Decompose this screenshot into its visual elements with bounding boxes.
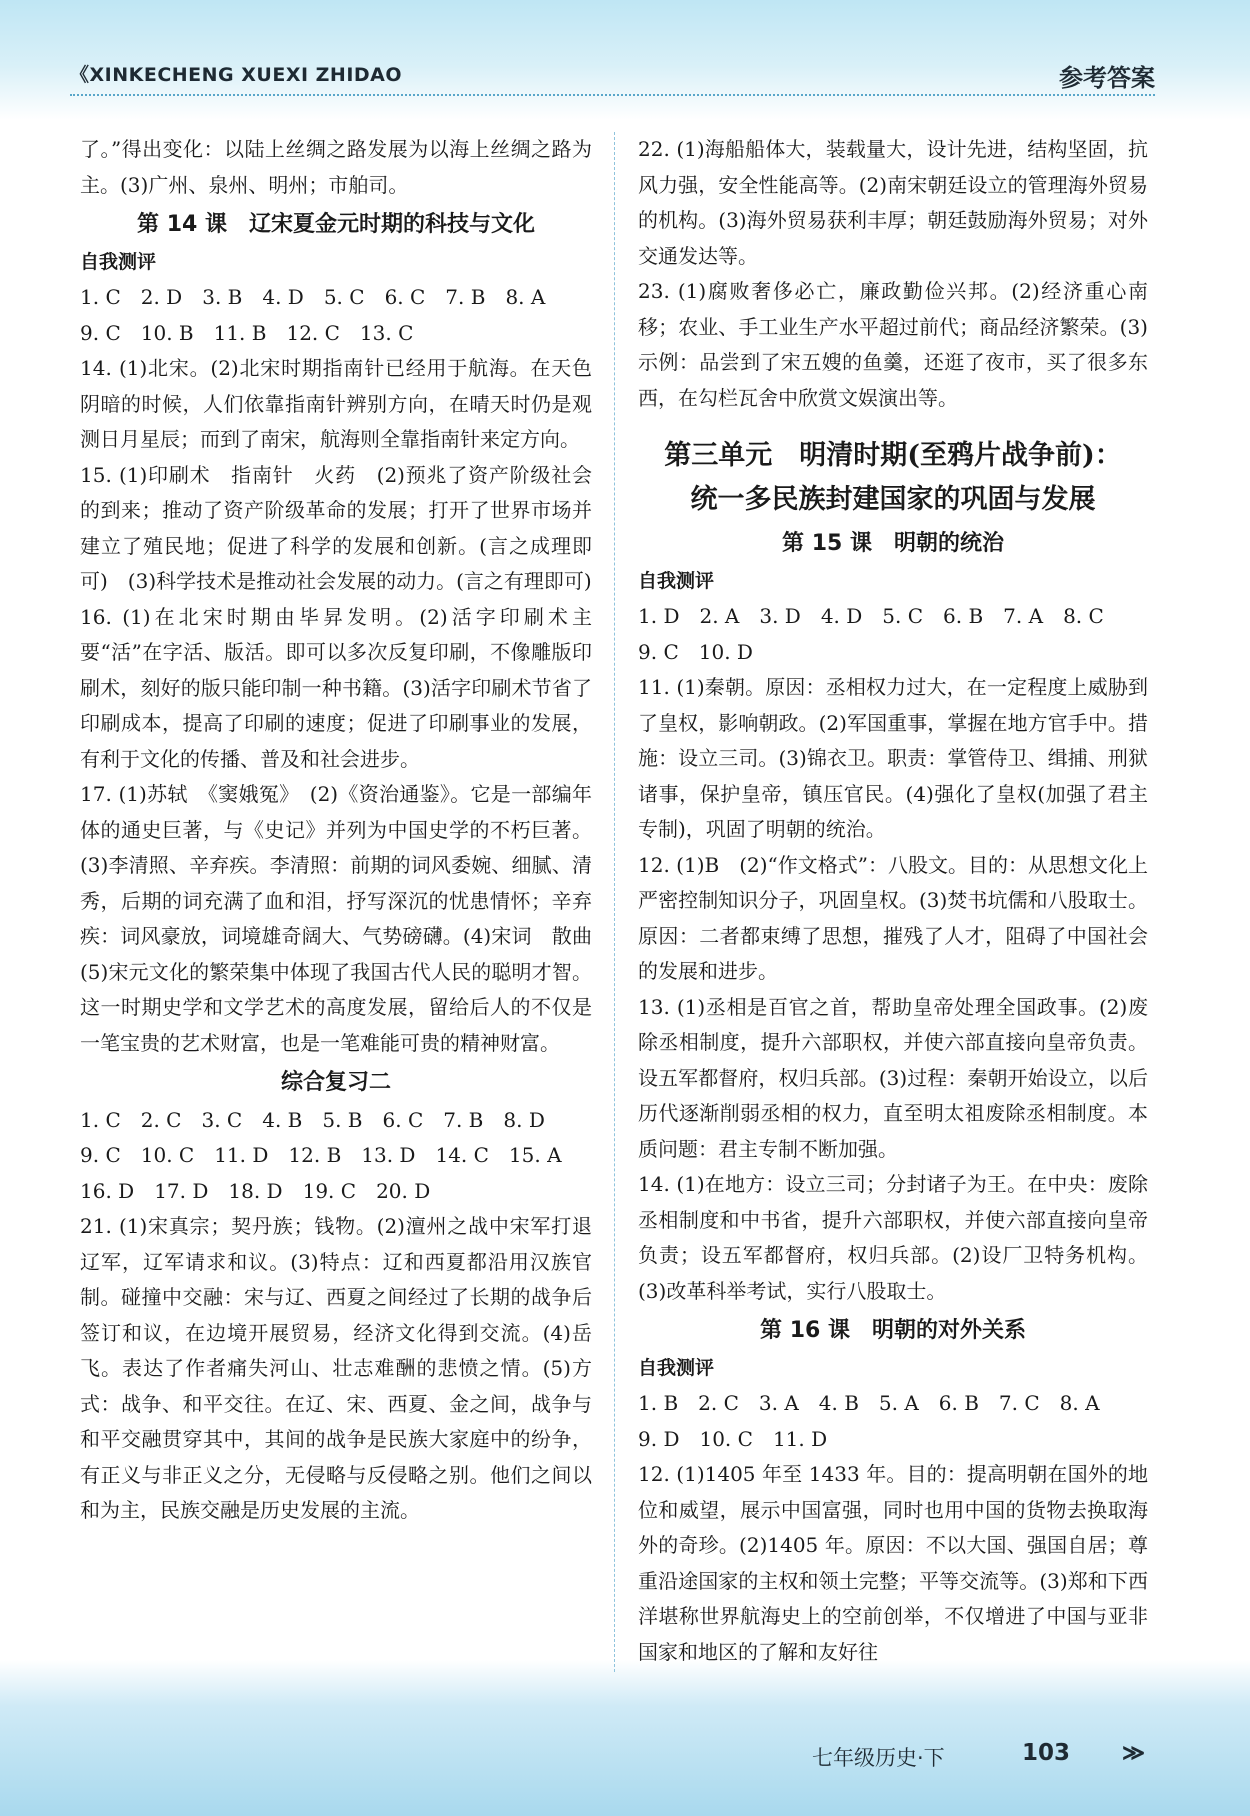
answer-paragraph: 22. (1)海船船体大，装载量大，设计先进，结构坚固，抗风力强，安全性能高等。(2)南宋朝廷设立的管理海外贸易的机构。(3)海外贸易获利丰厚；朝廷鼓励海外贸易；对外交通发达等。 (638, 137, 1148, 268)
answer-paragraph: 21. (1)宋真宗；契丹族；钱物。(2)澶州之战中宋军打退辽军，辽军请求和议。(3)特点：辽和西夏都沿用汉族官制。碰撞中交融：宋与辽、西夏之间经过了长期的战争后签订和议，在边境开展贸易，经济文化得到交流。(4)岳飞。表达了作者痛失河山、壮志难酬的悲愤之情。(5)方式：战争、和平交往。在辽、宋、西夏、金之间，战争与和平交融贯穿其中，其间的战争是民族大家庭中的纷争，有正义与非正义之分，无侵略与反侵略之别。他们之间以和为主，民族交融是历史发展的主流。 (80, 1214, 592, 1522)
choice-answers: 1. C 2. D 3. B 4. D 5. C 6. C 7. B 8. A (80, 285, 546, 309)
subsection-label: 自我测评 (638, 569, 715, 592)
lesson-heading: 第 16 课 明朝的对外关系 (760, 1318, 1026, 1343)
left-column (80, 132, 612, 1529)
series-title: 《XINKECHENG XUEXI ZHIDAO (70, 64, 403, 86)
choice-answers: 1. D 2. A 3. D 4. D 5. C 6. B 7. A 8. C (638, 604, 1104, 628)
answer-paragraph: 11. (1)秦朝。原因：丞相权力过大，在一定程度上威胁到了皇权，影响朝政。(2)军国重事，掌握在地方官手中。措施：设立三司。(3)锦衣卫。职责：掌管侍卫、缉捕、刑狱诸事，保护皇帝，镇压官民。(4)强化了皇权(加强了君主专制)，巩固了明朝的统治。 (638, 675, 1148, 841)
choice-answers: 1. B 2. C 3. A 4. B 5. A 6. B 7. C 8. A (638, 1391, 1100, 1415)
answer-paragraph: 13. (1)丞相是百官之首，帮助皇帝处理全国政事。(2)废除丞相制度，提升六部职权，并使六部直接向皇帝负责。设五军都督府，权归兵部。(3)过程：秦朝开始设立，以后历代逐渐削弱丞相的权力，直至明太祖废除丞相制度。本质问题：君主专制不断加强。 (638, 994, 1148, 1161)
right-column (638, 132, 1148, 1670)
answer-paragraph: 23. (1)腐败奢侈必亡，廉政勤俭兴邦。(2)经济重心南移；农业、手工业生产水平超过前代；商品经济繁荣。(3)示例：品尝到了宋五嫂的鱼羹，还逛了夜市，买了很多东西，在勾栏瓦舍中欣赏文娱演出等。 (638, 279, 1148, 410)
subsection-label: 自我测评 (80, 250, 157, 273)
lesson-heading: 第 14 课 辽宋夏金元时期的科技与文化 (137, 212, 535, 237)
subsection-label: 自我测评 (638, 1356, 715, 1379)
choice-answers: 16. D 17. D 18. D 19. C 20. D (80, 1178, 431, 1203)
choice-answers: 1. C 2. C 3. C 4. B 5. B 6. C 7. B 8. D (80, 1107, 545, 1132)
footer-band (0, 1660, 1250, 1816)
unit-heading-line2: 统一多民族封建国家的巩固与发展 (690, 484, 1096, 515)
header-divider (70, 94, 1155, 96)
choice-answers: 9. C 10. C 11. D 12. B 13. D 14. C 15. A (80, 1143, 562, 1167)
answer-paragraph: 16. (1)在北宋时期由毕昇发明。(2)活字印刷术主要“活”在字活、版活。即可以多次反复印刷，不像雕版印刷术，刻好的版只能印制一种书籍。(3)活字印刷术节省了印刷成本，提高了印刷的速度；促进了印刷事业的发展，有利于文化的传播、普及和社会进步。 (80, 604, 592, 771)
answer-paragraph: 17. (1)苏轼 《窦娥冤》 (2)《资治通鉴》。它是一部编年体的通史巨著，与《史记》并列为中国史学的不朽巨著。(3)李清照、辛弃疾。李清照：前期的词风委婉、细腻、清秀，后期的词充满了血和泪，抒写深沉的忧患情怀；辛弃疾：词风豪放，词境雄奇阔大、气势磅礴。(4)宋词 散曲 (5)宋元文化的繁荣集中体现了我国古代人民的聪明才智。这一时期史学和文学艺术的高度发展，留给后人的不仅是一笔宝贵的艺术财富，也是一笔难能可贵的精神财富。 (80, 782, 612, 1055)
unit-heading: 第三单元 明清时期(至鸦片战争前)： (664, 440, 1122, 471)
answer-paragraph: 12. (1)B (2)“作文格式”：八股文。目的：从思想文化上严密控制知识分子，巩固皇权。(3)焚书坑儒和八股取士。原因：二者都束缚了思想，摧残了人才，阻碍了中国社会的发展和进步。 (638, 852, 1148, 983)
choice-answers: 9. C 10. B 11. B 12. C 13. C (80, 320, 414, 345)
choice-answers: 9. C 10. D (638, 639, 753, 664)
answer-paragraph: 14. (1)北宋。(2)北宋时期指南针已经用于航海。在天色阴暗的时候，人们依靠指南针辨别方向，在晴天时仍是观测日月星辰；而到了南宋，航海则全靠指南针来定方向。 (80, 356, 592, 451)
footer-book-title: 七年级历史·下 (812, 1746, 945, 1770)
next-arrow-icon: ≫ (1122, 1740, 1146, 1766)
choice-answers: 9. D 10. C 11. D (638, 1426, 828, 1451)
lesson-heading: 第 15 课 明朝的统治 (782, 531, 1004, 556)
section-title: 参考答案 (1059, 64, 1155, 92)
answer-paragraph: 15. (1)印刷术 指南针 火药 (2)预兆了资产阶级社会的到来；推动了资产阶级革命的发展；打开了世界市场并建立了殖民地；促进了科学的发展和创新。(言之成理即可) (3)科学技术是推动社会发展的动力。(言之有理即可) (80, 462, 592, 593)
answer-paragraph: 14. (1)在地方：设立三司；分封诸子为王。在中央：废除丞相制度和中书省，提升六部职权，并使六部直接向皇帝负责；设五军都督府，权归兵部。(2)设厂卫特务机构。(3)改革科举考试，实行八股取士。 (638, 1172, 1148, 1303)
column-divider (614, 132, 615, 1672)
answer-paragraph: 了。”得出变化：以陆上丝绸之路发展为以海上丝绸之路为主。(3)广州、泉州、明州；市舶司。 (80, 137, 592, 197)
page-number: 103 (1022, 1740, 1071, 1766)
lesson-heading: 综合复习二 (280, 1070, 391, 1095)
answer-paragraph: 12. (1)1405 年至 1433 年。目的：提高明朝在国外的地位和威望，展示中国富强，同时也用中国的货物去换取海外的奇珍。(2)1405 年。原因：不以大国、强国自居；尊重沿途国家的主权和领土完整；平等交流等。(3)郑和下西洋堪称世界航海史上的空前创举，不仅增进了中国与亚非国家和地区的了解和友好往 (638, 1462, 1148, 1664)
